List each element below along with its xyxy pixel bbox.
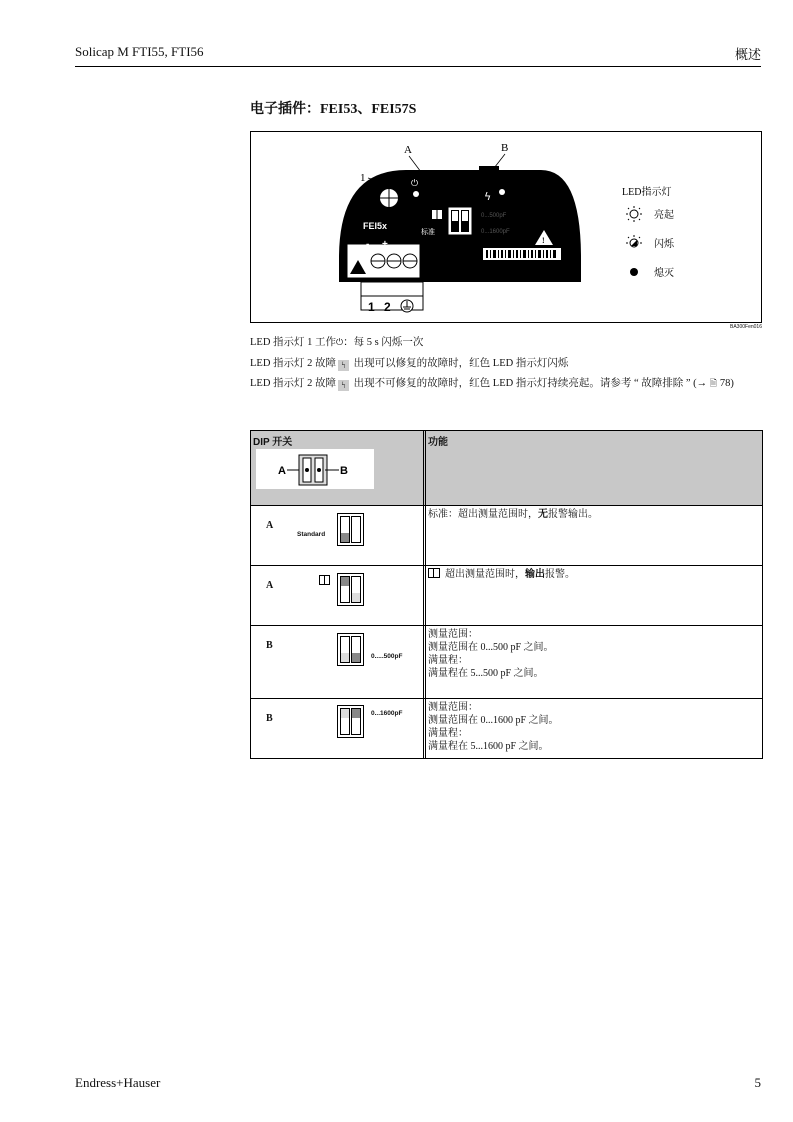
switch-label: 标准	[421, 228, 435, 236]
legend-on-text: 亮起	[654, 210, 674, 221]
section-title: 电子插件：FEI53、FEI57S	[250, 102, 417, 117]
callout-1: 1	[360, 172, 366, 184]
range-text-1: 0...500pF	[481, 213, 507, 219]
power-icon: ⏻	[336, 338, 344, 348]
row-4-function: 测量范围： 测量范围在 0...1600 pF 之间。 满量程： 满量程在 5...1600 pF 之间。	[428, 702, 559, 752]
electronic-insert-figure	[250, 131, 762, 323]
polarity-plus: +	[382, 239, 388, 250]
terminal-1: 1	[368, 300, 375, 314]
row-1-switch-icon	[337, 513, 365, 547]
dip-switch-diagram	[256, 449, 374, 489]
legend-flash-text: 闪烁	[654, 239, 674, 250]
range-text-2: 0...1600pF	[481, 229, 510, 235]
col-header-dip: DIP 开关	[253, 437, 293, 448]
led-flash-icon	[626, 235, 642, 247]
diagram-label-a: A	[278, 465, 286, 477]
note-led-2-flash: LED 指示灯 2 故障 ϟ 出现可以修复的故障时，红色 LED 指示灯闪烁	[250, 358, 569, 370]
row-4-switch-text: 0...1600pF	[371, 710, 403, 717]
col-header-function: 功能	[428, 437, 448, 448]
header-product: Solicap M FTI55, FTI56	[75, 44, 204, 59]
led-1-icon	[413, 191, 419, 197]
row-4-switch-label: B	[266, 713, 273, 724]
fault-icon: ϟ	[338, 380, 349, 391]
callout-2: 2	[551, 172, 557, 184]
row-2-switch-icon	[337, 573, 365, 607]
row-3-function: 测量范围： 测量范围在 0...500 pF 之间。 满量程： 满量程在 5...500 pF 之间。	[428, 629, 554, 679]
diagram-label-b: B	[340, 465, 348, 477]
polarity-minus: -	[366, 239, 370, 250]
row-2-switch-label: A	[266, 580, 274, 591]
callout-a: A	[404, 144, 412, 156]
terminal-2: 2	[384, 300, 391, 314]
insert-label: FEI5x	[363, 221, 388, 231]
row-1-switch-label: A	[266, 520, 274, 531]
power-icon: ⏻	[411, 179, 419, 189]
page-number: 5	[754, 1075, 761, 1090]
electronic-insert-diagram	[251, 132, 761, 322]
callout-b: B	[501, 142, 509, 154]
note-led-1: LED 指示灯 1 工作⏻：每 5 s 闪烁一次	[250, 337, 424, 348]
row-2-function: 超出测量范围时，输出报警。	[428, 568, 575, 581]
page-ref-icon: 🗎	[709, 379, 720, 389]
led-off-icon	[630, 268, 638, 276]
row-1-function: 标准：超出测量范围时，无报警输出。	[428, 509, 598, 520]
book-icon	[428, 568, 440, 578]
svg-text:!: !	[542, 236, 545, 245]
row-1-switch-text: Standard	[297, 531, 326, 538]
legend-title: LED指示灯	[622, 187, 672, 198]
note-led-2-steady: LED 指示灯 2 故障 ϟ 出现不可修复的故障时，红色 LED 指示灯持续亮起。请参考 “ 故障排除 ” (→ 🗎 78)	[250, 378, 734, 390]
row-3-switch-icon	[337, 633, 365, 667]
header-rule	[75, 66, 761, 67]
led-on-icon	[626, 206, 642, 222]
row-3-switch-text: 0.....500pF	[371, 653, 403, 660]
row-4-switch-icon	[337, 705, 365, 739]
header-section: 概述	[734, 47, 761, 62]
dip-switch-table	[250, 430, 763, 759]
footer-brand: Endress+Hauser	[75, 1075, 161, 1090]
figure-code: BA300Fen016	[730, 324, 762, 330]
fault-icon: ϟ	[484, 190, 492, 203]
fault-icon: ϟ	[338, 360, 349, 371]
row-3-switch-label: B	[266, 640, 273, 651]
legend-off-text: 熄灭	[654, 268, 674, 279]
led-2-icon	[499, 189, 505, 195]
book-icon	[319, 575, 330, 585]
